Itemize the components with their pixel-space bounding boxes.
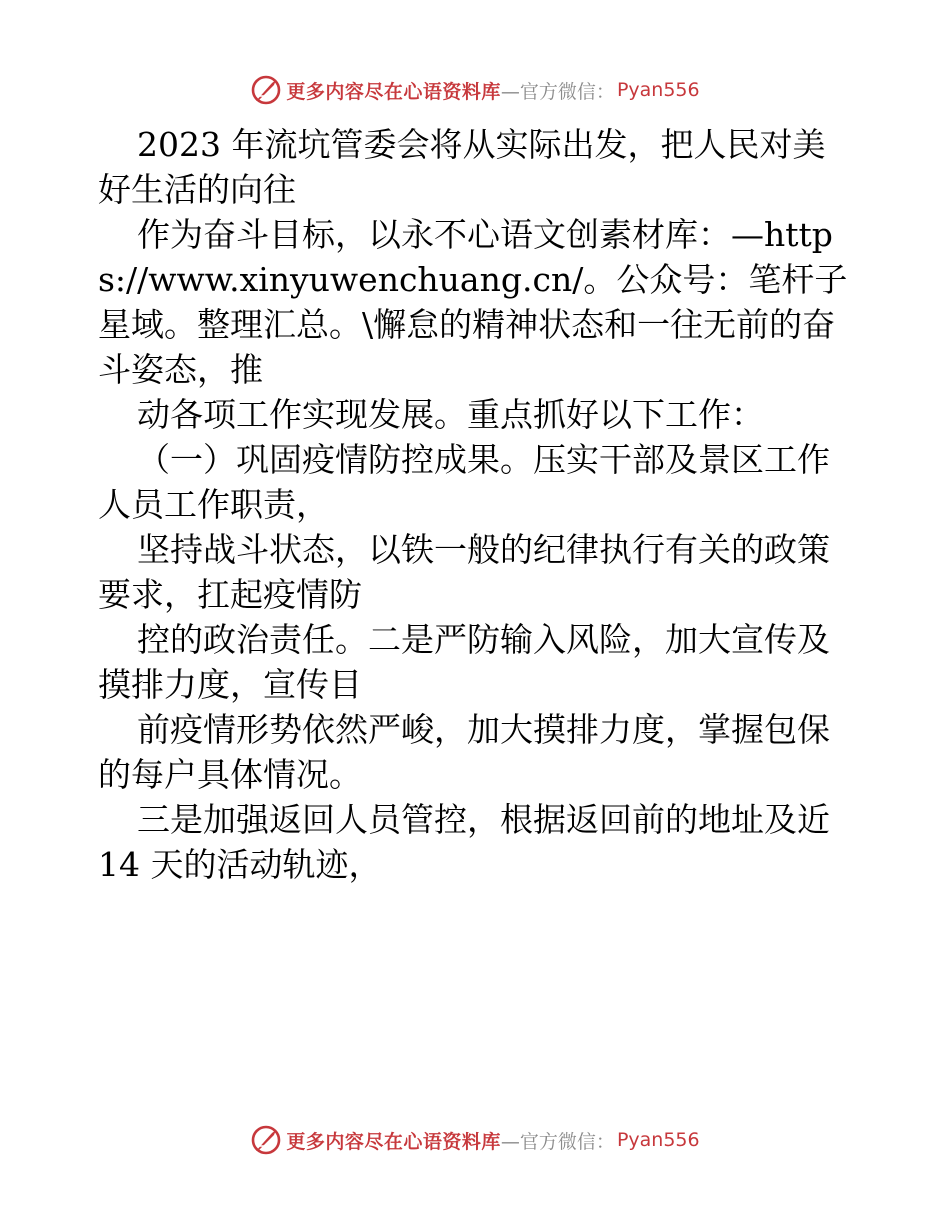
paragraph-7: 前疫情形势依然严峻，加大摸排力度，掌握包保的每户具体情况。 bbox=[98, 710, 830, 794]
banner-wechat-id: Pyan556 bbox=[616, 1129, 700, 1151]
banner-subtitle: —官方微信： bbox=[500, 1130, 615, 1153]
footer-banner bbox=[0, 1120, 950, 1160]
document-body bbox=[98, 122, 858, 887]
banner-title: 更多内容尽在心语资料库 bbox=[286, 1130, 501, 1153]
paragraph-6: 控的政治责任。二是严防输入风险，加大宣传及摸排力度，宣传目 bbox=[98, 620, 830, 704]
banner-subtitle: —官方微信： bbox=[500, 80, 615, 103]
header-banner bbox=[0, 70, 950, 110]
paragraph-2: 作为奋斗目标，以永不心语文创素材库：—https://www.xinyuwenchuang.cn/。公众号：笔杆子星域。整理汇总。\懈怠的精神状态和一往无前的奋斗姿态，推 bbox=[98, 215, 848, 389]
paragraph-1: 2023 年流坑管委会将从实际出发，把人民对美好生活的向往 bbox=[98, 125, 826, 209]
banner-wechat-id: Pyan556 bbox=[616, 79, 700, 101]
paragraph-4: （一）巩固疫情防控成果。压实干部及景区工作人员工作职责， bbox=[98, 440, 830, 524]
paragraph-5: 坚持战斗状态，以铁一般的纪律执行有关的政策要求，扛起疫情防 bbox=[98, 530, 830, 614]
paragraph-8: 三是加强返回人员管控，根据返回前的地址及近 14 天的活动轨迹， bbox=[98, 800, 830, 884]
quill-logo-icon bbox=[250, 74, 282, 106]
banner-title: 更多内容尽在心语资料库 bbox=[286, 80, 501, 103]
quill-logo-icon bbox=[250, 1124, 282, 1156]
paragraph-3: 动各项工作实现发展。重点抓好以下工作： bbox=[137, 395, 764, 434]
